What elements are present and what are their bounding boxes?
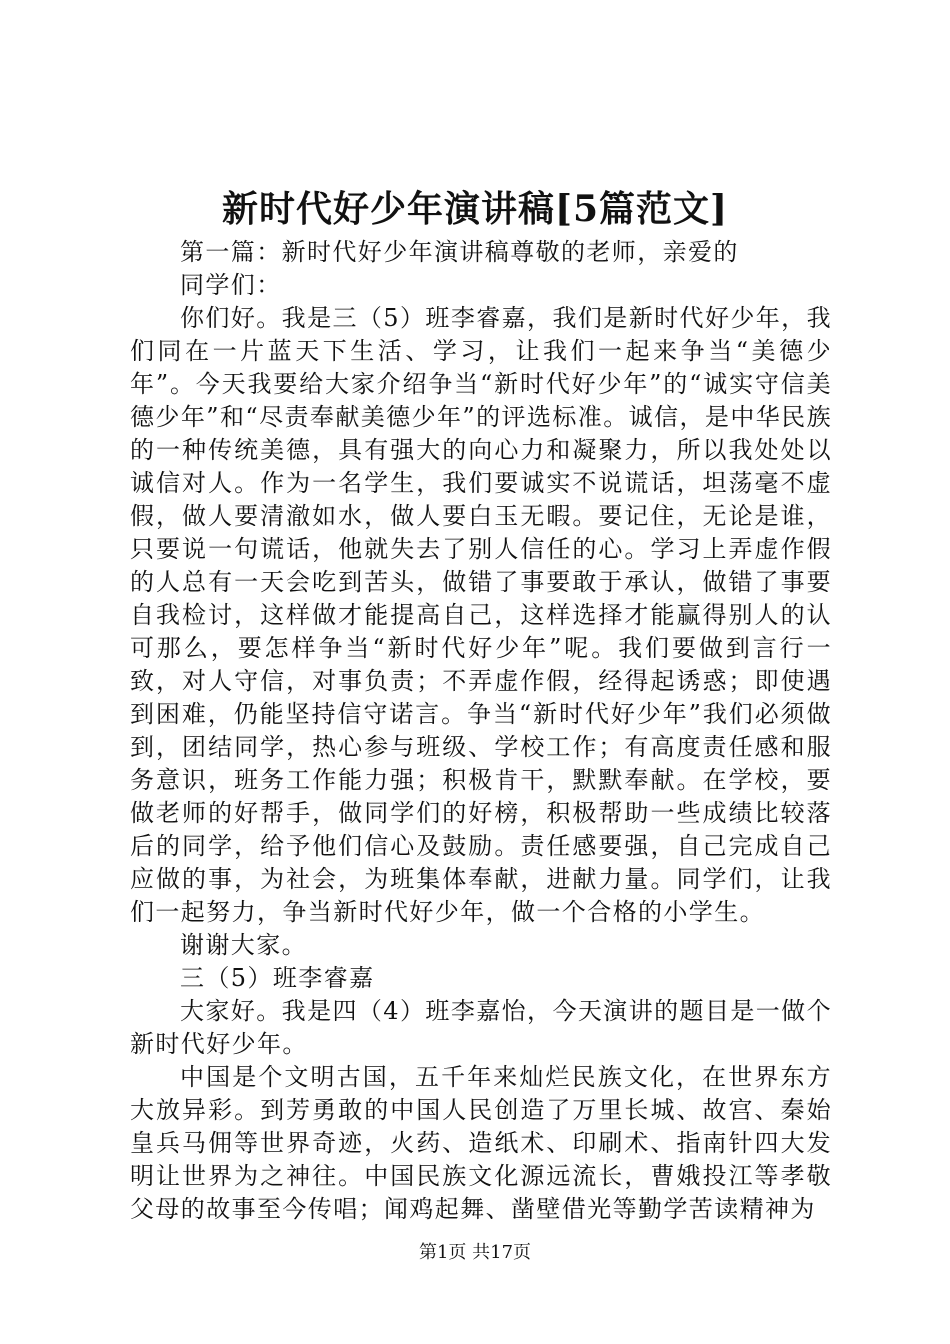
- paragraph-signature: 三（5）班李睿嘉: [180, 964, 375, 992]
- page-footer: 第1页 共17页: [418, 1242, 532, 1263]
- paragraph-thanks: 谢谢大家。: [180, 931, 307, 959]
- paragraph-speech-one: 你们好。我是三（5）班李睿嘉，我们是新时代好少年，我们同在一片蓝天下生活、学习，让我们一起来争当“美德少年”。今天我要给大家介绍争当“新时代好少年”的“诚实守信美德少年”和“尽责奉献美德少年”的评选标准。诚信，是中华民族的一种传统美德，具有强大的向心力和凝聚力，所以我处处以诚信对人。作为一名学生，我们要诚实不说谎话，坦荡毫不虚假，做人要清澈如水，做人要白玉无暇。要记住，无论是谁，只要说一句谎话，他就失去了别人信任的心。学习上弄虚作假的人总有一天会吃到苦头，做错了事要敢于承认，做错了事要自我检讨，这样做才能提高自己，这样选择才能赢得别人的认可那么，要怎样争当“新时代好少年”呢。我们要做到言行一致，对人守信，对事负责；不弄虚作假，经得起诱惑；即使遇到困难，仍能坚持信守诺言。争当“新时代好少年”我们必须做到，团结同学，热心参与班级、学校工作；有高度责任感和服务意识，班务工作能力强；积极肯干，默默奉献。在学校，要做老师的好帮手，做同学们的好榜，积极帮助一些成绩比较落后的同学，给予他们信心及鼓励。责任感要强，自己完成自己应做的事，为社会，为班集体奉献，进献力量。同学们，让我们一起努力，争当新时代好少年，做一个合格的小学生。: [130, 304, 832, 926]
- document-title: 新时代好少年演讲稿[5篇范文]: [221, 188, 729, 230]
- paragraph-speech-two-body: 中国是个文明古国，五千年来灿烂民族文化，在世界东方大放异彩。到芳勇敢的中国人民创造了万里长城、故宫、秦始皇兵马佣等世界奇迹，火药、造纸术、印刷术、指南针四大发明让世界为之神往。中国民族文化源远流长，曹娥投江等孝敬父母的故事至今传唱；闻鸡起舞、凿壁借光等勤学苦读精神为: [130, 1063, 832, 1223]
- paragraph-speech-two-intro: 大家好。我是四（4）班李嘉怡，今天演讲的题目是一做个新时代好少年。: [130, 997, 832, 1058]
- document-body: [130, 236, 832, 1226]
- paragraph-salutation: 同学们：: [180, 271, 282, 299]
- paragraph-chapter-heading: 第一篇：新时代好少年演讲稿尊敬的老师，亲爱的: [180, 238, 739, 266]
